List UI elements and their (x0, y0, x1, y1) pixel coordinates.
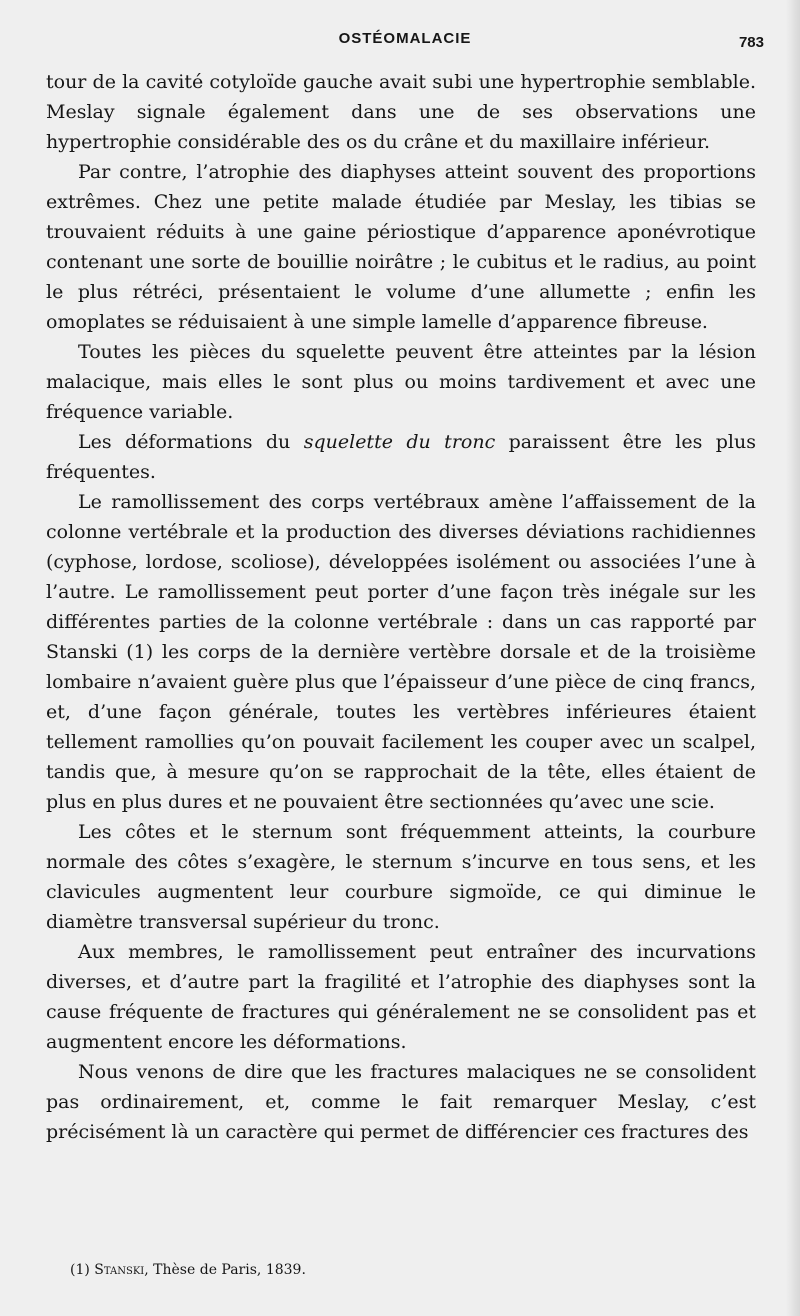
footnote (70, 1262, 306, 1278)
footnote-marker: (1) (70, 1262, 90, 1278)
paragraph-text: Les déformations du (78, 431, 304, 453)
paragraph-fractures: Nous venons de dire que les fractures malaciques ne se consolident pas ordinairement, et, comme le fait remarquer Meslay, c’est précisément là un caractère qui permet de différencier ces fractures des (46, 1061, 756, 1143)
paragraph-continuation: tour de la cavité cotyloïde gauche avait subi une hypertrophie semblable. Meslay signale également dans une de ses observations une hypertrophie considérable des os du crâne et du maxillaire inférieur. (46, 71, 756, 153)
paragraph-pieces-squelette: Toutes les pièces du squelette peuvent être atteintes par la lésion malacique, mais elles le sont plus ou moins tardivement et avec une fréquence variable. (46, 341, 756, 423)
footnote-citation: , Thèse de Paris, 1839. (144, 1262, 306, 1278)
paragraph-atrophie: Par contre, l’atrophie des diaphyses atteint souvent des proportions extrêmes. Chez une petite malade étudiée par Meslay, les tibias se trouvaient réduits à une gaine périostique d’apparence aponévrotique contenant une sorte de bouillie noirâtre ; le cubitus et le radius, au point le plus rétréci, présentaient le volume d’une allumette ; enfin les omoplates se réduisaient à une simple lamelle d’apparence fibreuse. (46, 161, 756, 333)
page-number: 783 (738, 34, 764, 51)
paragraph-membres: Aux membres, le ramollissement peut entraîner des incurvations diverses, et d’autre part la fragilité et l’atrophie des diaphyses sont la cause fréquente de fractures qui généralement ne se consolident pas et augmentent encore les déformations. (46, 941, 756, 1053)
footnote-author: Stanski (94, 1262, 145, 1278)
emphasis-text: squelette du tronc (303, 431, 496, 453)
paragraph-deformations-tronc (46, 427, 756, 487)
paragraph-cotes-sternum: Les côtes et le sternum sont fréquemment atteints, la courbure normale des côtes s’exagère, le sternum s’incurve en tous sens, et les clavicules augmentent leur courbure sigmoïde, ce qui diminue le diamètre transversal supérieur du tronc. (46, 821, 756, 933)
paragraph-ramollissement: Le ramollissement des corps vertébraux amène l’affaissement de la colonne vertébrale et la production des diverses déviations rachidiennes (cyphose, lordose, scoliose), développées isolément ou associées l’une à l’autre. Le ramollissement peut porter d’une façon très inégale sur les différentes parties de la colonne vertébrale : dans un cas rapporté par Stanski (1) les corps de la dernière vertèbre dorsale et de la troisième lombaire n’avaient guère plus que l’épaisseur d’une pièce de cinq francs, et, d’une façon générale, toutes les vertèbres inférieures étaient tellement ramollies qu’on pouvait facilement les couper avec un scalpel, tandis que, à mesure qu’on se rapprochait de la tête, elles étaient de plus en plus dures et ne pouvaient être sectionnées qu’avec une scie. (46, 491, 756, 813)
paragraph-text: paraissent être les plus fréquentes. (46, 431, 756, 483)
body-text (46, 67, 756, 1147)
page-edge-shadow (786, 0, 800, 1316)
running-title: OSTÉOMALACIE (338, 30, 472, 47)
page-header (46, 30, 764, 56)
